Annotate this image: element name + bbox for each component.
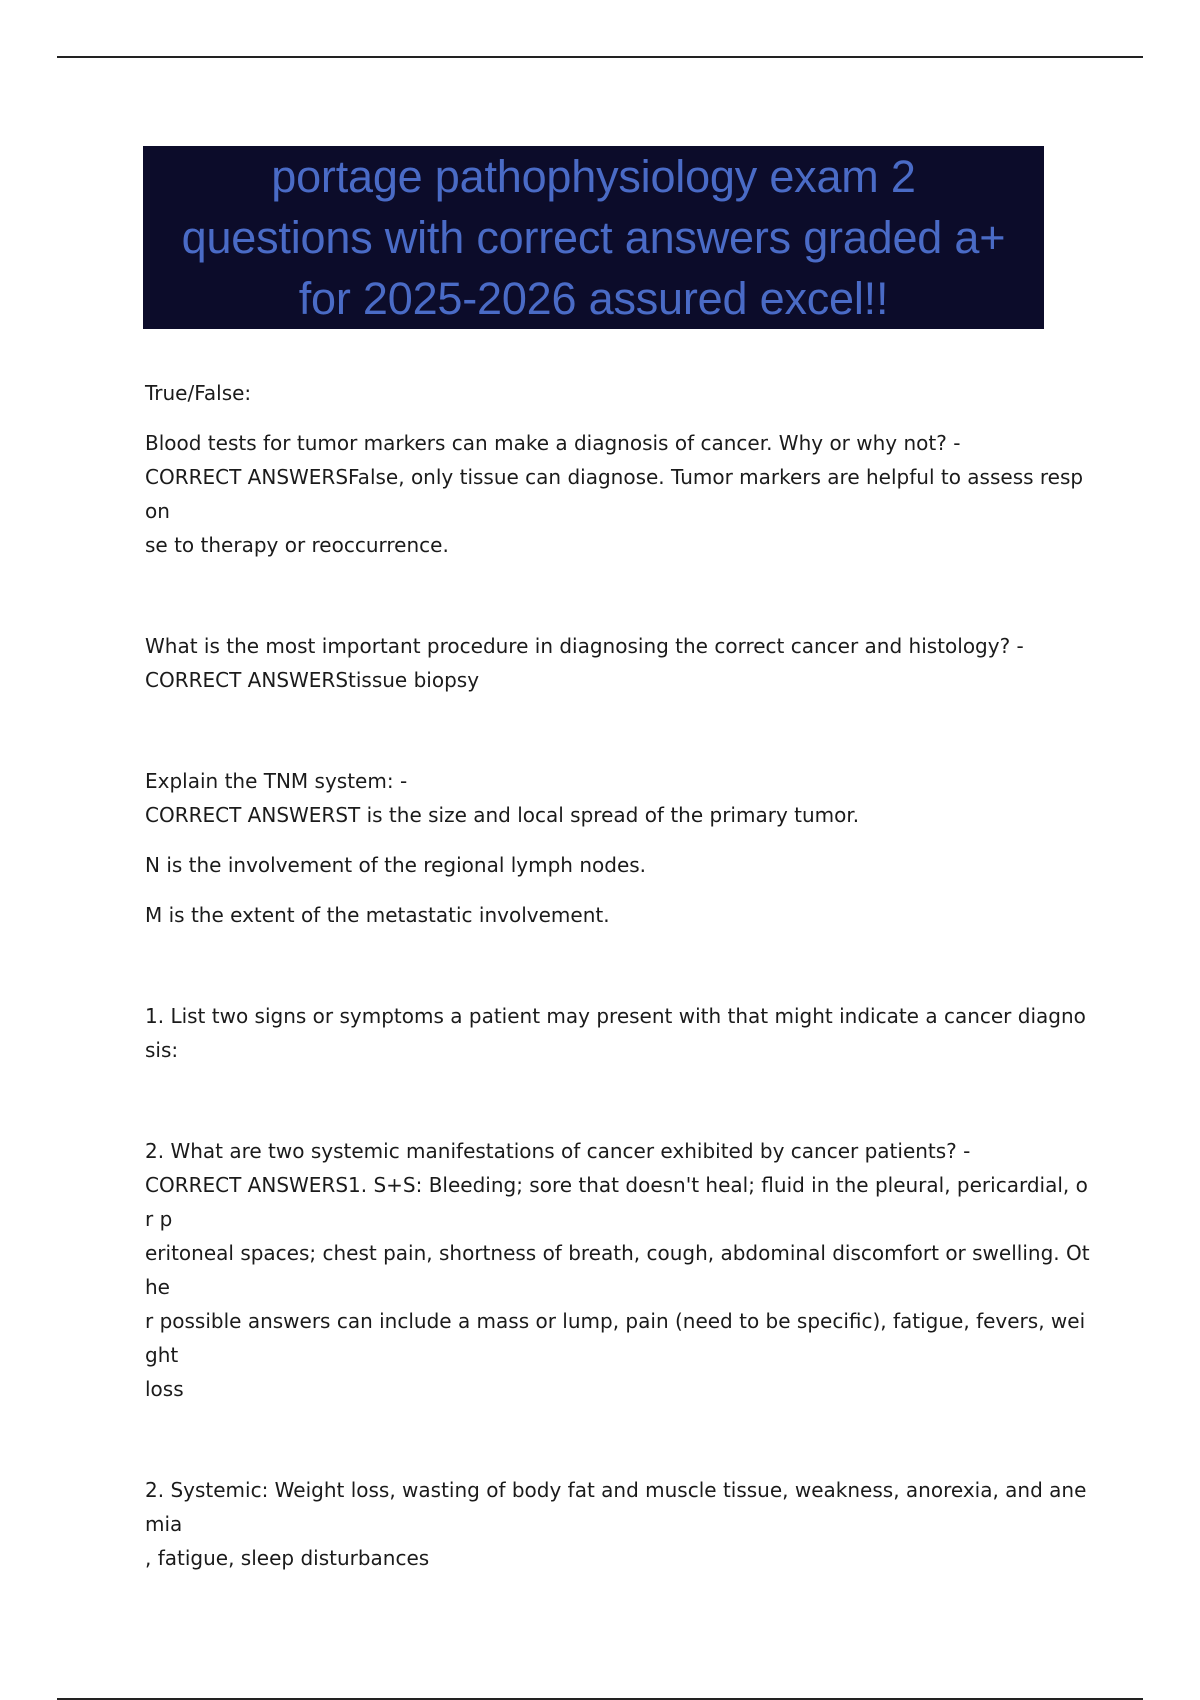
answer-3-line-n: N is the involvement of the regional lymph nodes. bbox=[145, 853, 647, 877]
list-question-1: 1. List two signs or symptoms a patient may present with that might indicate a cancer diagnosis: bbox=[145, 1004, 1086, 1062]
question-3: Explain the TNM system: - bbox=[145, 769, 408, 793]
title-banner bbox=[143, 146, 1044, 329]
question-1: Blood tests for tumor markers can make a diagnosis of cancer. Why or why not? - bbox=[145, 431, 961, 455]
document-body bbox=[145, 376, 1090, 1575]
document-title: portage pathophysiology exam 2 questions with correct answers graded a+ for 2025-2026 assured excel!! bbox=[181, 151, 1006, 324]
list-answer: CORRECT ANSWERS1. S+S: Bleeding; sore that doesn't heal; fluid in the pleural, pericardial, or p eritoneal spaces; chest pain, shortness of breath, cough, abdominal discomfort or swelling. Othe r possible answers can include a mass or lump, pain (need to be specific), fatigue, fevers, weight loss bbox=[145, 1173, 1090, 1401]
question-2: What is the most important procedure in diagnosing the correct cancer and histology? - bbox=[145, 634, 1024, 658]
answer-1: CORRECT ANSWERSFalse, only tissue can diagnose. Tumor markers are helpful to assess respon se to therapy or reoccurrence. bbox=[145, 465, 1084, 557]
top-rule bbox=[57, 56, 1143, 58]
answer-3-line-m: M is the extent of the metastatic involvement. bbox=[145, 903, 610, 927]
section-label: True/False: bbox=[145, 381, 252, 405]
list-question-2: 2. What are two systemic manifestations of cancer exhibited by cancer patients? - bbox=[145, 1139, 971, 1163]
answer-3: CORRECT ANSWERST is the size and local spread of the primary tumor. bbox=[145, 803, 860, 827]
answer-2: CORRECT ANSWERStissue biopsy bbox=[145, 668, 480, 692]
systemic-answer: 2. Systemic: Weight loss, wasting of body fat and muscle tissue, weakness, anorexia, and anemia , fatigue, sleep disturbances bbox=[145, 1478, 1087, 1570]
